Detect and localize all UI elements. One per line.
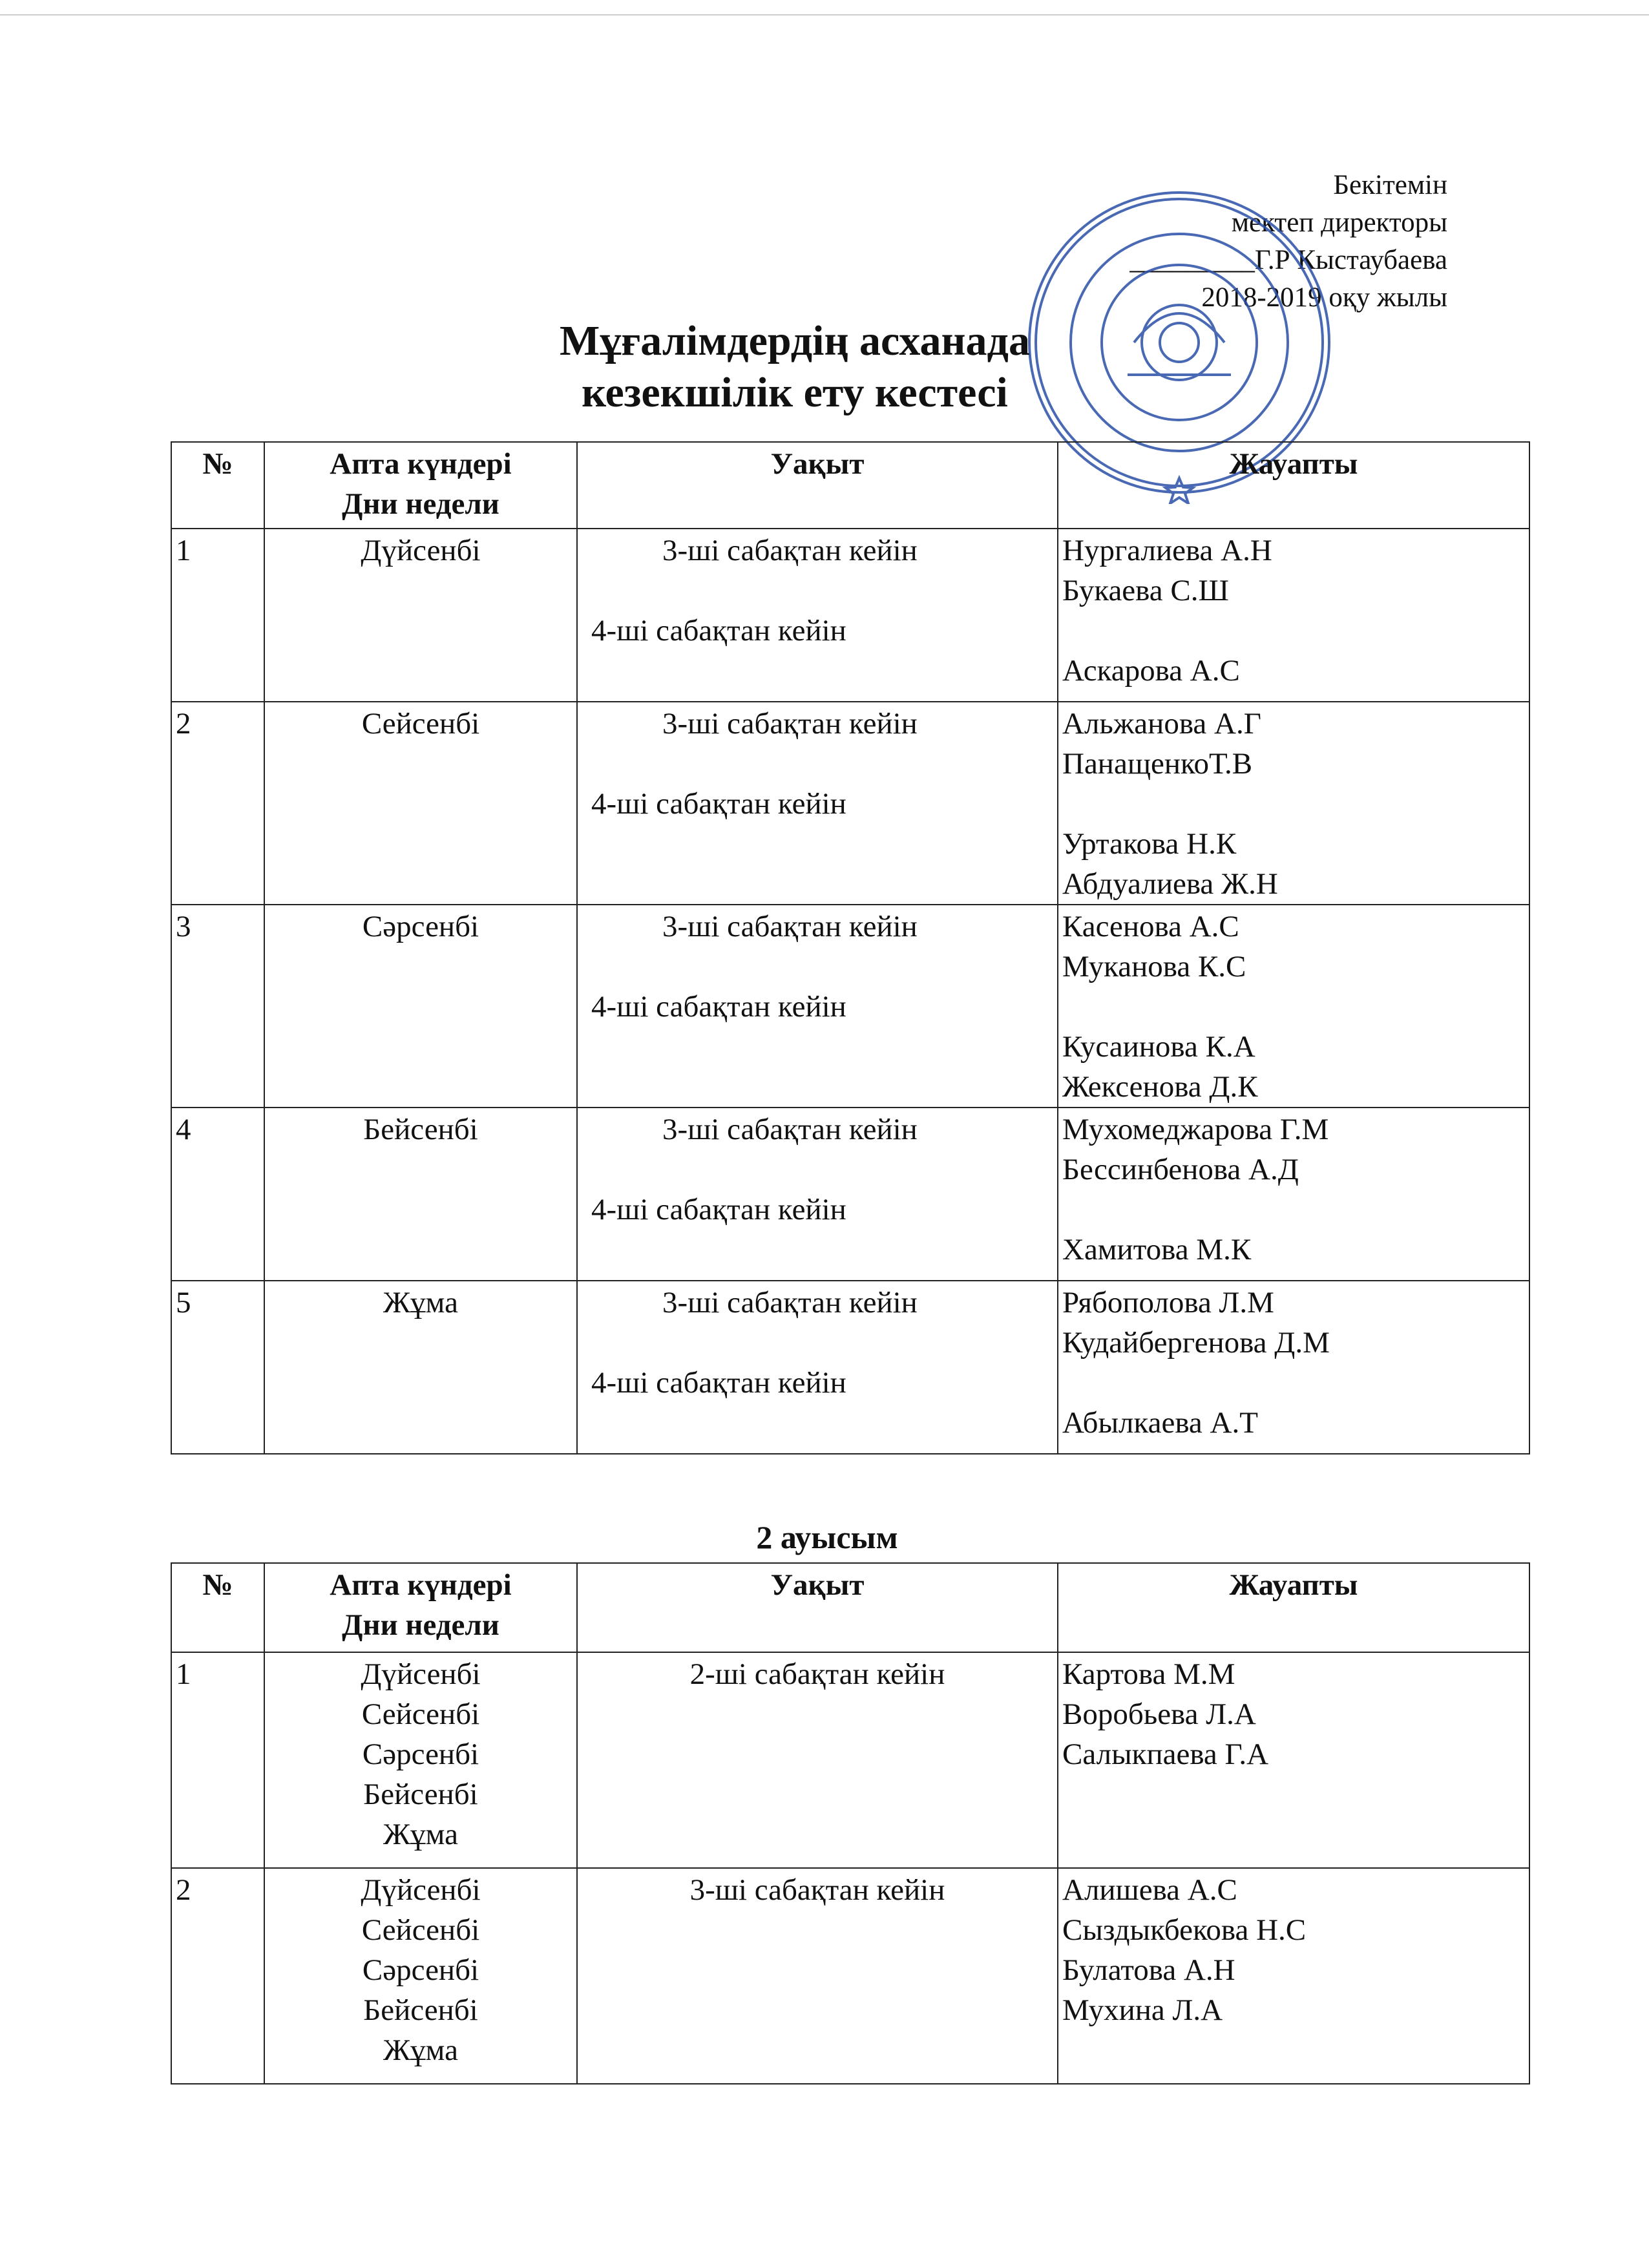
row-time — [577, 905, 1058, 1108]
duty-schedule-table-2 — [171, 1562, 1530, 2084]
stamp-inner-ring — [1102, 265, 1257, 420]
responsible-name: Сыздыкбекова Н.С — [1062, 1913, 1307, 1947]
table-row — [171, 702, 1529, 905]
title-line-2: кезекшілік ету кестесі — [582, 369, 1008, 416]
day-name: Дүйсенбі — [361, 1873, 481, 1907]
header-days-ru: Дни недели — [342, 487, 499, 521]
responsible-name: Жексенова Д.К — [1062, 1070, 1258, 1104]
header-time: Уақыт — [577, 1563, 1058, 1652]
header-responsible: Жауапты — [1058, 442, 1529, 529]
table-header-row — [171, 442, 1529, 529]
responsible-name: Мухина Л.А — [1062, 1993, 1223, 2027]
responsible-name: Муканова К.С — [1062, 950, 1246, 983]
time-slot-2: 4-ші сабақтан кейін — [591, 1193, 846, 1226]
responsible-name: Рябополова Л.М — [1062, 1286, 1274, 1319]
responsible-name: Алишева А.С — [1062, 1873, 1237, 1907]
table-header-row — [171, 1563, 1529, 1652]
responsible-name: Воробьева Л.А — [1062, 1697, 1256, 1731]
row-day: Дүйсенбі — [264, 529, 577, 702]
responsible-name: Касенова А.С — [1062, 910, 1239, 943]
row-num: 3 — [171, 905, 264, 1108]
row-days — [264, 1868, 577, 2084]
responsible-name: Уртакова Н.К — [1062, 827, 1237, 861]
day-name: Бейсенбі — [363, 1778, 478, 1811]
table-row — [171, 1868, 1529, 2084]
responsible-name: Булатова А.Н — [1062, 1953, 1235, 1987]
header-num: № — [171, 1563, 264, 1652]
approval-line-4: 2018-2019 оқу жылы — [1201, 282, 1447, 313]
time-slot-1: 3-ші сабақтан кейін — [662, 534, 918, 567]
row-responsible — [1058, 529, 1529, 702]
row-responsible — [1058, 905, 1529, 1108]
responsible-name: Букаева С.Ш — [1062, 574, 1229, 607]
responsible-name: Хамитова М.К — [1062, 1233, 1252, 1266]
row-day: Сәрсенбі — [264, 905, 577, 1108]
row-time: 3-ші сабақтан кейін — [577, 1868, 1058, 2084]
time-slot-1: 3-ші сабақтан кейін — [662, 1113, 918, 1146]
approval-line-3: _________Г.Р Кыстаубаева — [1129, 245, 1447, 275]
duty-schedule-table-1 — [171, 441, 1530, 1454]
approval-line-2: мектеп директоры — [1231, 207, 1447, 238]
time-slot-2: 4-ші сабақтан кейін — [591, 787, 846, 821]
day-name: Жұма — [383, 1818, 458, 1851]
day-name: Дүйсенбі — [361, 1657, 481, 1691]
table-row — [171, 529, 1529, 702]
day-name: Сәрсенбі — [362, 1738, 479, 1771]
time-slot-1: 3-ші сабақтан кейін — [662, 910, 918, 943]
time-slot-2: 4-ші сабақтан кейін — [591, 990, 846, 1024]
responsible-name: Нургалиева А.Н — [1062, 534, 1272, 567]
row-num: 5 — [171, 1281, 264, 1454]
day-name: Бейсенбі — [363, 1993, 478, 2027]
responsible-name: Кусаинова К.А — [1062, 1030, 1255, 1064]
responsible-name: Картова М.М — [1062, 1657, 1235, 1691]
time-slot-2: 4-ші сабақтан кейін — [591, 614, 846, 647]
day-name: Сейсенбі — [361, 1913, 480, 1947]
document-title — [478, 315, 1111, 419]
row-day: Сейсенбі — [264, 702, 577, 905]
responsible-name: Мухомеджарова Г.М — [1062, 1113, 1329, 1146]
responsible-name: Бессинбенова А.Д — [1062, 1153, 1299, 1186]
header-days — [264, 442, 577, 529]
row-time — [577, 1108, 1058, 1281]
stamp-emblem-wing — [1134, 313, 1224, 342]
row-days — [264, 1652, 577, 1868]
time-slot-1: 3-ші сабақтан кейін — [662, 1286, 918, 1319]
table-row — [171, 1108, 1529, 1281]
row-day: Жұма — [264, 1281, 577, 1454]
row-responsible — [1058, 1652, 1529, 1868]
responsible-name: Абылкаева А.Т — [1062, 1406, 1258, 1440]
row-time — [577, 702, 1058, 905]
responsible-name: Аскарова А.С — [1062, 654, 1240, 688]
row-num: 2 — [171, 1868, 264, 2084]
responsible-name: Абдуалиева Ж.Н — [1062, 867, 1278, 901]
row-num: 4 — [171, 1108, 264, 1281]
row-responsible — [1058, 1281, 1529, 1454]
stamp-emblem-center — [1160, 323, 1199, 362]
header-days-kz: Апта күндері — [330, 1568, 512, 1602]
header-responsible: Жауапты — [1058, 1563, 1529, 1652]
shift-subtitle: 2 ауысым — [756, 1519, 898, 1555]
row-num: 1 — [171, 529, 264, 702]
row-day: Бейсенбі — [264, 1108, 577, 1281]
responsible-name: Альжанова А.Г — [1062, 707, 1261, 740]
table-row — [171, 905, 1529, 1108]
scan-edge-line — [0, 14, 1649, 16]
responsible-name: Кудайбергенова Д.М — [1062, 1326, 1330, 1360]
header-days — [264, 1563, 577, 1652]
table-row — [171, 1652, 1529, 1868]
day-name: Сәрсенбі — [362, 1953, 479, 1987]
row-time: 2-ші сабақтан кейін — [577, 1652, 1058, 1868]
header-num: № — [171, 442, 264, 529]
header-days-kz: Апта күндері — [330, 447, 512, 481]
row-responsible — [1058, 1108, 1529, 1281]
approval-line-1: Бекітемін — [1333, 170, 1447, 200]
row-num: 1 — [171, 1652, 264, 1868]
day-name: Жұма — [383, 2033, 458, 2067]
title-line-1: Мұғалімдердің асханада — [560, 317, 1030, 364]
header-days-ru: Дни недели — [342, 1608, 499, 1642]
responsible-name: ПанащенкоТ.В — [1062, 747, 1253, 781]
header-time: Уақыт — [577, 442, 1058, 529]
row-responsible — [1058, 702, 1529, 905]
row-time — [577, 529, 1058, 702]
time-slot-1: 3-ші сабақтан кейін — [662, 707, 918, 740]
day-name: Сейсенбі — [361, 1697, 480, 1731]
row-num: 2 — [171, 702, 264, 905]
row-responsible — [1058, 1868, 1529, 2084]
table-row — [171, 1281, 1529, 1454]
time-slot-2: 4-ші сабақтан кейін — [591, 1366, 846, 1400]
stamp-emblem-circle — [1142, 305, 1217, 380]
responsible-name: Салыкпаева Г.А — [1062, 1738, 1269, 1771]
row-time — [577, 1281, 1058, 1454]
